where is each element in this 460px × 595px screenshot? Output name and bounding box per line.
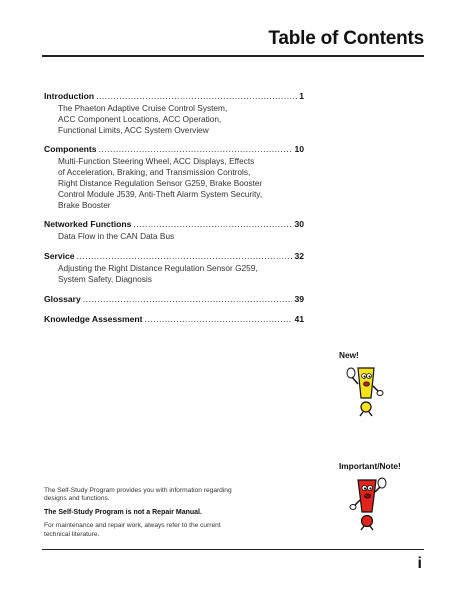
- toc-subtopic-line: Adjusting the Right Distance Regulation Sensor G259,: [58, 263, 258, 274]
- toc-subtopic-line: ACC Component Locations, ACC Operation,: [58, 113, 222, 124]
- page-title: Table of Contents: [268, 28, 424, 49]
- toc-subtopic-line: The Phaeton Adaptive Cruise Control System,: [58, 103, 228, 113]
- table-of-contents: [44, 91, 304, 334]
- toc-title: Components: [44, 144, 97, 155]
- toc-entry-networked-functions: [44, 219, 304, 242]
- dot-leader: [77, 251, 293, 262]
- toc-entry-glossary: [44, 294, 304, 305]
- toc-page-number: 30: [294, 219, 304, 230]
- toc-subtopic-line: of Acceleration, Braking, and Transmission Controls,: [58, 167, 251, 178]
- dot-leader: [99, 144, 293, 155]
- toc-title: Knowledge Assessment: [44, 313, 143, 324]
- toc-entry-service: [44, 251, 304, 285]
- new-label: New!: [339, 350, 359, 360]
- toc-title: Introduction: [44, 91, 95, 101]
- toc-subtopics: [58, 231, 304, 242]
- toc-heading[interactable]: [44, 144, 304, 155]
- toc-subtopics: [58, 156, 304, 210]
- dot-leader: [145, 314, 293, 325]
- toc-page-number: 39: [294, 293, 304, 304]
- toc-title: Glossary: [44, 293, 81, 304]
- toc-subtopic-line: Brake Booster: [58, 199, 111, 210]
- dot-leader: [133, 219, 292, 230]
- toc-subtopic-line: Multi-Function Steering Wheel, ACC Displays, Effects: [58, 156, 255, 167]
- disclaimer-not-repair-manual: The Self-Study Program is not a Repair Manual.: [44, 508, 202, 516]
- toc-page-number: 32: [294, 251, 304, 262]
- toc-heading[interactable]: [44, 219, 304, 230]
- disclaimer-info: The Self-Study Program provides you with information regarding designs and functions.: [44, 487, 232, 503]
- dot-leader: [96, 91, 297, 102]
- disclaimer-maintenance: For maintenance and repair work, always refer to the current technical literature.: [44, 522, 221, 538]
- toc-subtopic-line: Functional Limits, ACC System Overview: [58, 124, 209, 135]
- dot-leader: [83, 294, 293, 305]
- important-note-label: Important/Note!: [339, 461, 401, 471]
- toc-subtopic-line: Control Module J539, Anti-Theft Alarm System Security,: [58, 188, 263, 199]
- toc-title: Networked Functions: [44, 219, 132, 230]
- toc-heading[interactable]: [44, 314, 304, 325]
- toc-subtopic-line: System Safety, Diagnosis: [58, 273, 152, 284]
- toc-subtopic-line: Right Distance Regulation Sensor G259, Brake Booster: [58, 177, 263, 188]
- toc-title: Service: [44, 251, 75, 262]
- yellow-exclamation-mascot-icon: [344, 362, 388, 423]
- page-number: i: [417, 555, 422, 572]
- toc-entry-components: [44, 144, 304, 210]
- footer-rule: [42, 549, 424, 550]
- toc-entry-introduction: [44, 91, 304, 135]
- toc-page-number: 41: [294, 313, 304, 324]
- disclaimer: [44, 487, 244, 544]
- header-rule: [42, 55, 424, 57]
- toc-entry-knowledge-assessment: [44, 314, 304, 325]
- toc-subtopics: [58, 263, 304, 285]
- toc-heading[interactable]: [44, 91, 304, 102]
- toc-subtopics: [58, 103, 304, 135]
- toc-page-number: 1: [299, 91, 304, 101]
- red-exclamation-mascot-icon: [346, 474, 390, 537]
- toc-heading[interactable]: [44, 251, 304, 262]
- toc-page-number: 10: [294, 144, 304, 155]
- toc-subtopic-line: Data Flow in the CAN Data Bus: [58, 231, 175, 242]
- toc-heading[interactable]: [44, 294, 304, 305]
